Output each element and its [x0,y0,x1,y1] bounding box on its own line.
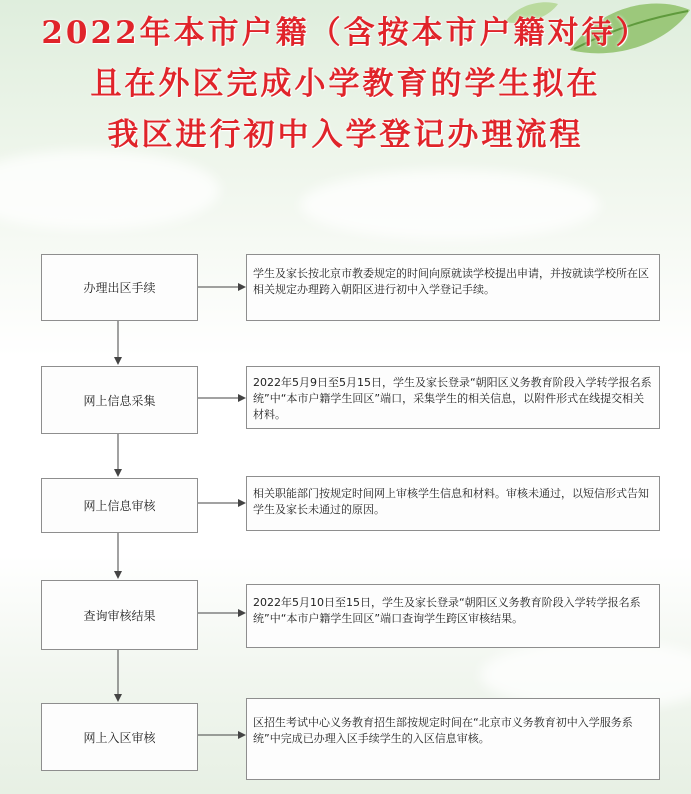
step-description-text: 2022年5月10日至15日，学生及家长登录“朝阳区义务教育阶段入学转学报名系统”中“本市户籍学生回区”端口查询学生跨区审核结果。 [253,596,641,625]
title-line-3: 我区进行初中入学登记办理流程 [107,117,584,153]
step-label: 网上入区审核 [83,730,156,745]
step-description-2 [246,366,660,429]
step-description-text: 2022年5月9日至5月15日，学生及家长登录“朝阳区义务教育阶段入学转学报名系统”中“本市户籍学生回区”端口，采集学生的相关信息，以附件形式在线提交相关材料。 [253,376,652,421]
step-box-2 [41,366,198,434]
horizontal-arrows [196,287,245,735]
step-description-text: 相关职能部门按规定时间网上审核学生信息和材料。审核未通过，以短信形式告知学生及家长未通过的原因。 [253,487,649,516]
step-box-4 [41,580,198,650]
title-line-2: 且在外区完成小学教育的学生拟在 [90,66,601,102]
title-line-1: 2022年本市户籍（含按本市户籍对待） [41,15,650,51]
page-title [0,8,691,161]
step-label: 网上信息采集 [83,393,156,408]
step-box-5 [41,703,198,771]
step-description-4 [246,584,660,648]
cloud-decoration [300,170,600,240]
step-description-5 [246,698,660,780]
step-description-3 [246,476,660,531]
step-label: 查询审核结果 [83,608,156,623]
step-label: 办理出区手续 [83,281,156,295]
step-description-1 [246,254,660,321]
step-label: 网上信息审核 [83,499,156,513]
cloud-decoration [0,150,220,230]
step-description-text: 学生及家长按北京市教委规定的时间向原就读学校提出申请，并按就读学校所在区相关规定办理跨入朝阳区进行初中入学登记手续。 [253,267,649,296]
step-description-text: 区招生考试中心义务教育招生部按规定时间在“北京市义务教育初中入学服务系统”中完成已办理入区手续学生的入区信息审核。 [253,716,633,745]
step-box-1 [41,254,198,321]
step-box-3 [41,478,198,533]
